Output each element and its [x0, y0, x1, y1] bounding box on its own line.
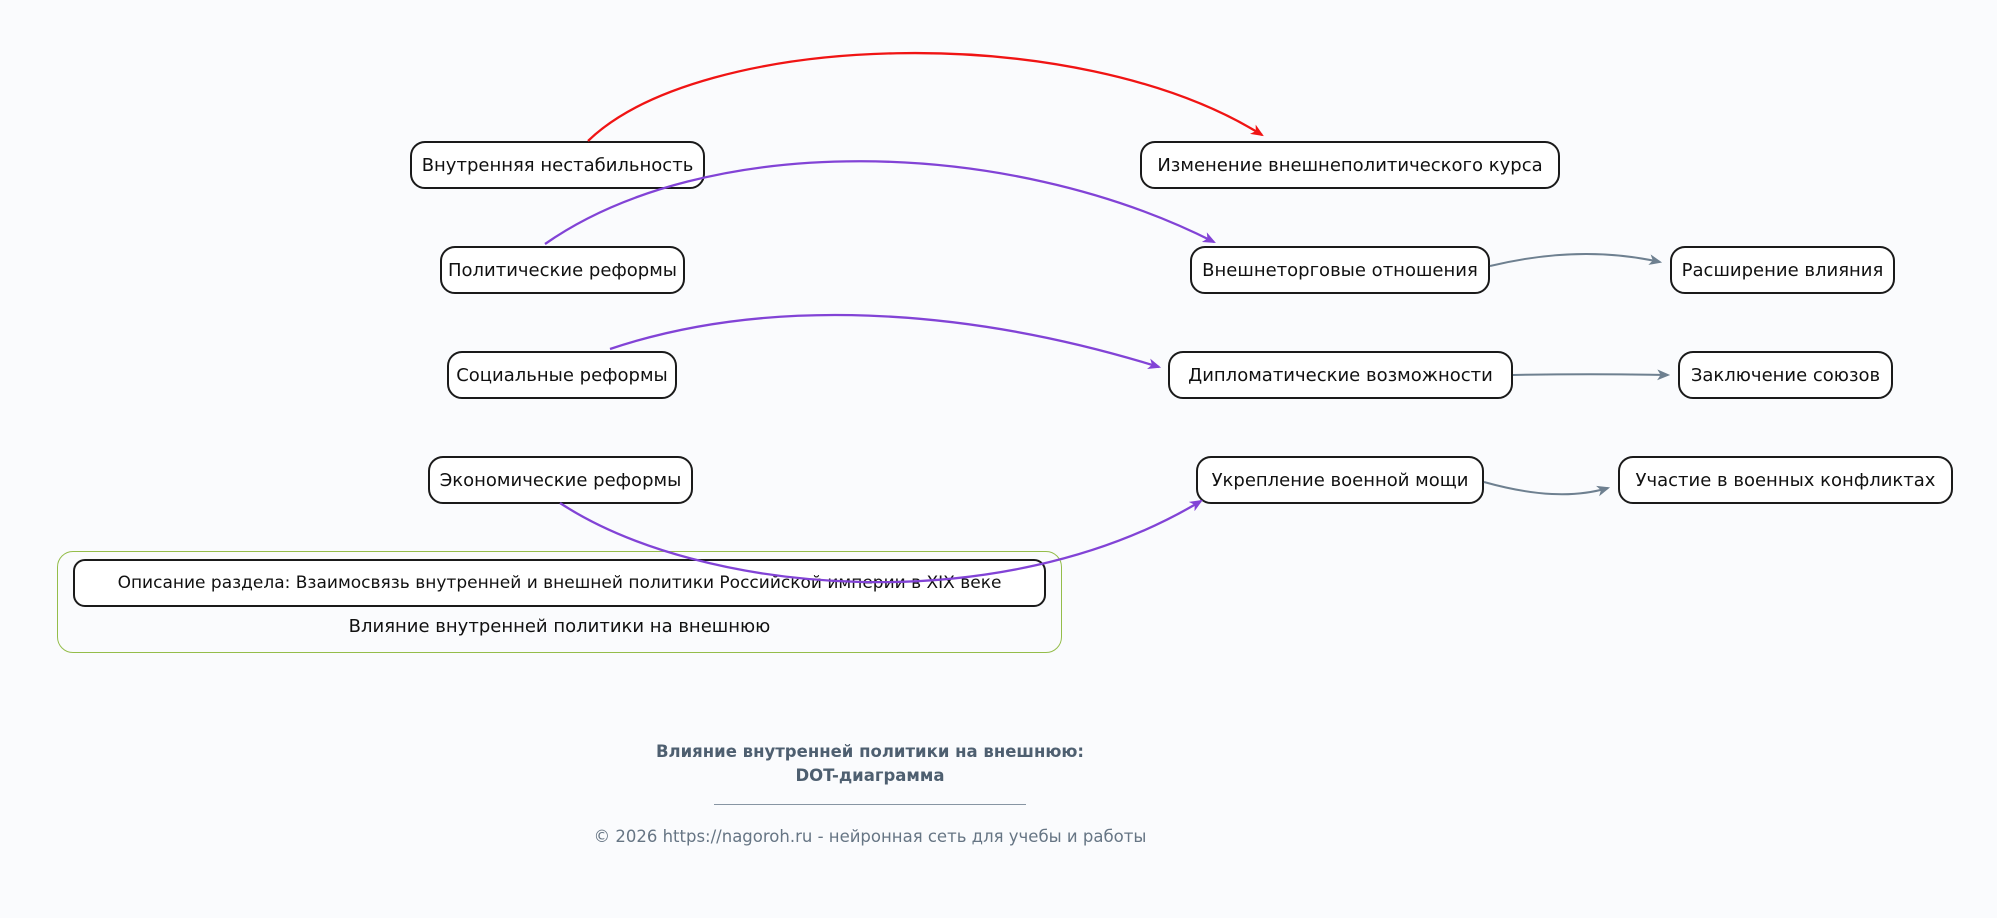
node-foreign-trade-relations: Внешнеторговые отношения — [1190, 246, 1490, 294]
cluster-description-node: Описание раздела: Взаимосвязь внутренней и внешней политики Российской империи в XIX веке — [73, 559, 1046, 607]
footer-separator — [714, 804, 1026, 805]
footer — [520, 740, 1220, 846]
edge-a-b — [588, 53, 1262, 141]
node-alliance-conclusion: Заключение союзов — [1678, 351, 1893, 399]
node-economic-reforms: Экономические реформы — [428, 456, 693, 504]
edge-d-e — [1490, 254, 1660, 266]
footer-copyright: © 2026 https://nagoroh.ru - нейронная сеть для учебы и работы — [593, 826, 1147, 846]
node-internal-instability: Внутренняя нестабильность — [410, 141, 705, 189]
node-military-strengthening: Укрепление военной мощи — [1196, 456, 1484, 504]
footer-title-line1: Влияние внутренней политики на внешнюю: — [655, 742, 1085, 761]
node-diplomatic-opportunities: Дипломатические возможности — [1168, 351, 1513, 399]
node-influence-expansion: Расширение влияния — [1670, 246, 1895, 294]
node-military-conflicts: Участие в военных конфликтах — [1618, 456, 1953, 504]
node-political-reforms: Политические реформы — [440, 246, 685, 294]
edge-j-k — [1484, 482, 1608, 494]
node-foreign-policy-change: Изменение внешнеполитического курса — [1140, 141, 1560, 189]
cluster-label: Влияние внутренней политики на внешнюю — [348, 616, 771, 637]
edge-f-g — [610, 315, 1159, 367]
edge-g-h — [1513, 374, 1668, 375]
node-social-reforms: Социальные реформы — [447, 351, 677, 399]
cluster-box — [57, 551, 1062, 653]
footer-title-line2: DOT-диаграмма — [795, 765, 945, 785]
